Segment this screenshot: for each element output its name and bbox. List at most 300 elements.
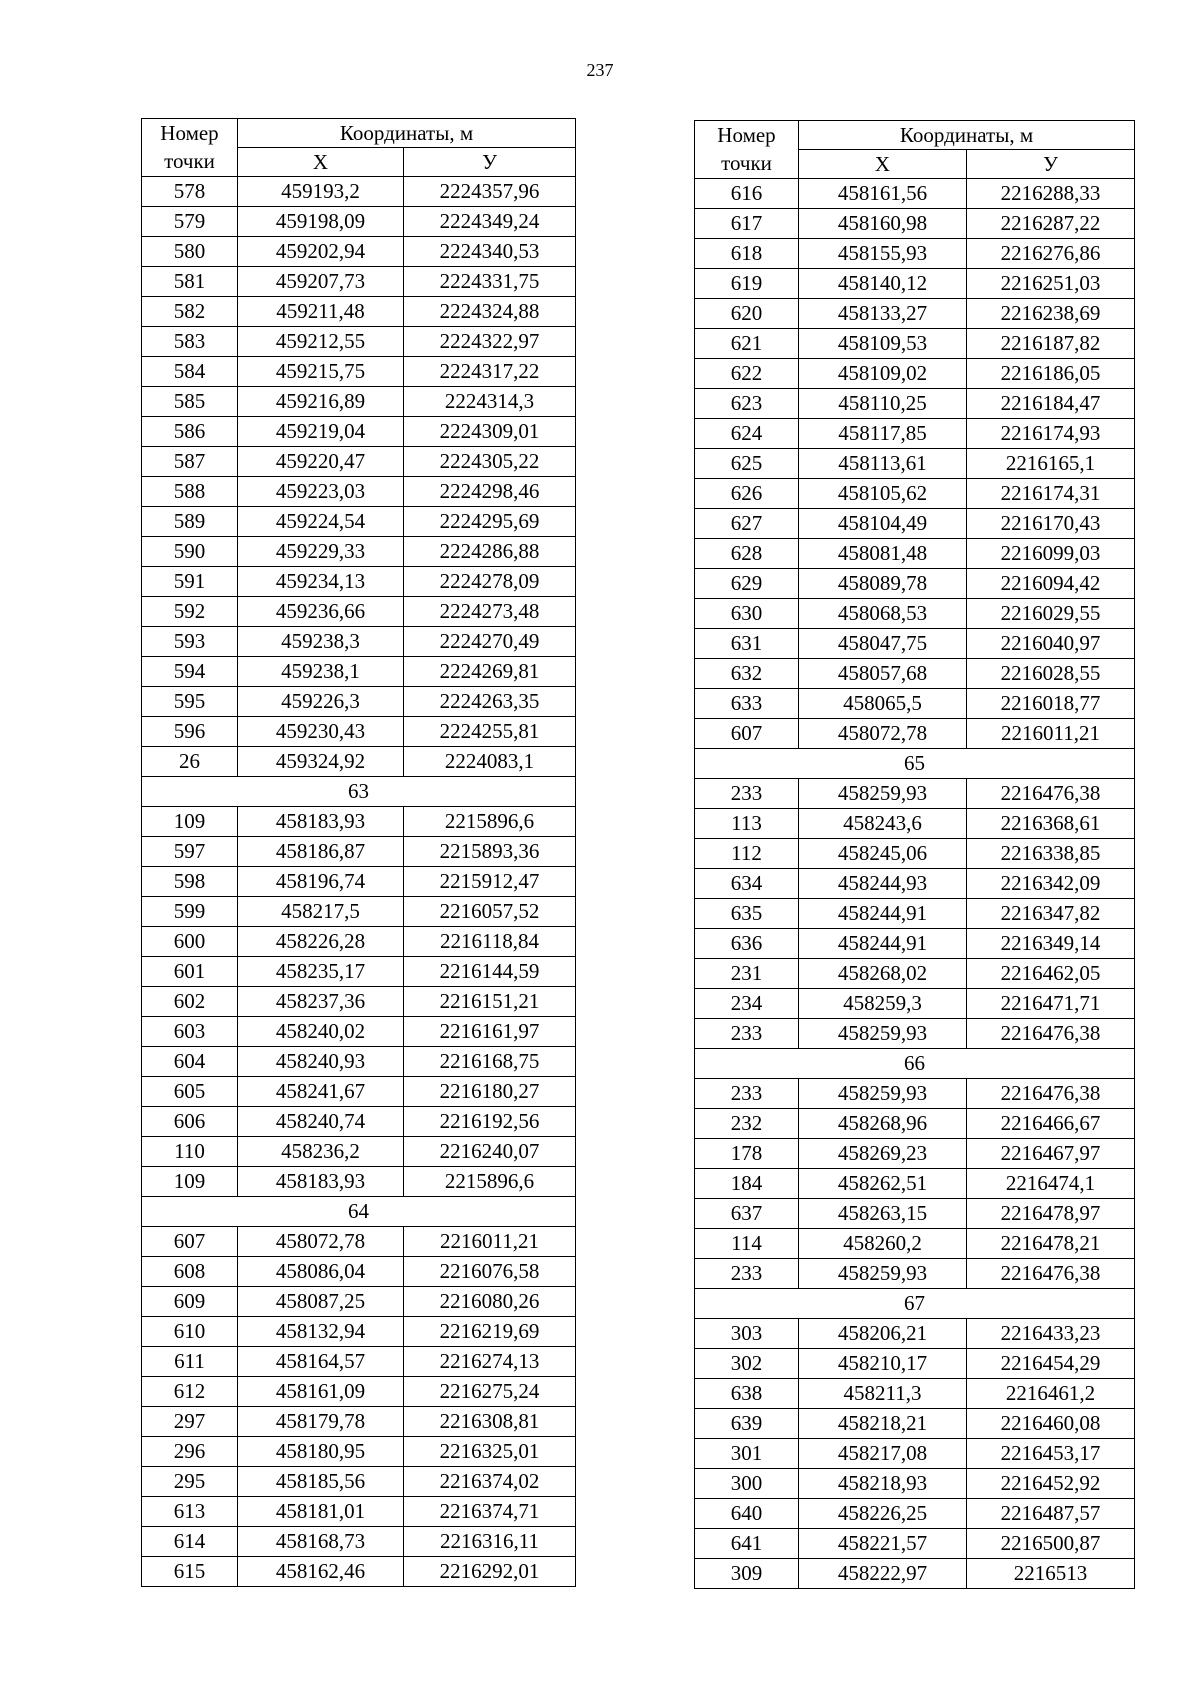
table-row <box>142 897 576 927</box>
table-row <box>142 717 576 747</box>
y-coordinate-cell: 2216151,21 <box>404 987 576 1017</box>
y-coordinate-cell: 2224349,24 <box>404 207 576 237</box>
point-number-cell: 631 <box>695 629 799 659</box>
y-coordinate-cell: 2216487,57 <box>967 1499 1135 1529</box>
table-row <box>142 387 576 417</box>
y-coordinate-cell: 2216144,59 <box>404 957 576 987</box>
y-coordinate-cell: 2216476,38 <box>967 779 1135 809</box>
y-coordinate-cell: 2216453,17 <box>967 1439 1135 1469</box>
y-coordinate-cell: 2216018,77 <box>967 689 1135 719</box>
y-coordinate-cell: 2215893,36 <box>404 837 576 867</box>
table-row <box>695 1229 1135 1259</box>
table-row <box>142 1077 576 1107</box>
y-coordinate-cell: 2216338,85 <box>967 839 1135 869</box>
point-number-cell: 640 <box>695 1499 799 1529</box>
point-number-cell: 622 <box>695 359 799 389</box>
point-number-cell: 603 <box>142 1017 238 1047</box>
x-coordinate-cell: 458081,48 <box>799 539 967 569</box>
x-coordinate-cell: 458259,3 <box>799 989 967 1019</box>
table-row <box>695 539 1135 569</box>
point-number-cell: 635 <box>695 899 799 929</box>
x-coordinate-cell: 458140,12 <box>799 269 967 299</box>
point-number-cell: 231 <box>695 959 799 989</box>
table-row <box>695 1559 1135 1589</box>
y-coordinate-cell: 2216349,14 <box>967 929 1135 959</box>
x-coordinate-cell: 458068,53 <box>799 599 967 629</box>
y-coordinate-cell: 2216240,07 <box>404 1137 576 1167</box>
point-number-cell: 296 <box>142 1437 238 1467</box>
point-number-cell: 113 <box>695 809 799 839</box>
x-coordinate-cell: 458196,74 <box>238 867 404 897</box>
y-coordinate-cell: 2216238,69 <box>967 299 1135 329</box>
x-coordinate-cell: 459226,3 <box>238 687 404 717</box>
point-number-cell: 627 <box>695 509 799 539</box>
point-number-cell: 605 <box>142 1077 238 1107</box>
group-number: 66 <box>695 1049 1135 1079</box>
header-point-number-line1: Номер <box>142 119 238 148</box>
x-coordinate-cell: 458245,06 <box>799 839 967 869</box>
y-coordinate-cell: 2216099,03 <box>967 539 1135 569</box>
x-coordinate-cell: 458268,96 <box>799 1109 967 1139</box>
y-coordinate-cell: 2216325,01 <box>404 1437 576 1467</box>
table-row <box>142 567 576 597</box>
point-number-cell: 295 <box>142 1467 238 1497</box>
y-coordinate-cell: 2216274,13 <box>404 1347 576 1377</box>
x-coordinate-cell: 458240,02 <box>238 1017 404 1047</box>
header-x: X <box>799 150 967 179</box>
table-row <box>142 1407 576 1437</box>
x-coordinate-cell: 458222,97 <box>799 1559 967 1589</box>
point-number-cell: 614 <box>142 1527 238 1557</box>
x-coordinate-cell: 458161,56 <box>799 179 967 209</box>
y-coordinate-cell: 2216276,86 <box>967 239 1135 269</box>
table-row <box>695 569 1135 599</box>
table-row <box>695 299 1135 329</box>
table-row <box>142 417 576 447</box>
header-y: У <box>967 150 1135 179</box>
y-coordinate-cell: 2216433,23 <box>967 1319 1135 1349</box>
x-coordinate-cell: 459193,2 <box>238 177 404 207</box>
table-row <box>142 1377 576 1407</box>
point-number-cell: 234 <box>695 989 799 1019</box>
y-coordinate-cell: 2216161,97 <box>404 1017 576 1047</box>
point-number-cell: 629 <box>695 569 799 599</box>
x-coordinate-cell: 458110,25 <box>799 389 967 419</box>
x-coordinate-cell: 458160,98 <box>799 209 967 239</box>
y-coordinate-cell: 2216347,82 <box>967 899 1135 929</box>
y-coordinate-cell: 2216080,26 <box>404 1287 576 1317</box>
y-coordinate-cell: 2216478,21 <box>967 1229 1135 1259</box>
table-row <box>142 1437 576 1467</box>
group-number: 67 <box>695 1289 1135 1319</box>
x-coordinate-cell: 458211,3 <box>799 1379 967 1409</box>
point-number-cell: 607 <box>695 719 799 749</box>
y-coordinate-cell: 2216342,09 <box>967 869 1135 899</box>
table-row <box>142 477 576 507</box>
table-row <box>142 1527 576 1557</box>
point-number-cell: 607 <box>142 1227 238 1257</box>
table-row <box>695 1379 1135 1409</box>
header-x: X <box>238 148 404 177</box>
table-row <box>695 1259 1135 1289</box>
y-coordinate-cell: 2216316,11 <box>404 1527 576 1557</box>
y-coordinate-cell: 2216513 <box>967 1559 1135 1589</box>
x-coordinate-cell: 458086,04 <box>238 1257 404 1287</box>
point-number-cell: 594 <box>142 657 238 687</box>
point-number-cell: 593 <box>142 627 238 657</box>
header-y: У <box>404 148 576 177</box>
x-coordinate-cell: 459238,1 <box>238 657 404 687</box>
point-number-cell: 233 <box>695 1079 799 1109</box>
table-row <box>695 1409 1135 1439</box>
header-point-number-line1: Номер <box>695 121 799 150</box>
table-row <box>142 837 576 867</box>
point-number-cell: 611 <box>142 1347 238 1377</box>
y-coordinate-cell: 2216478,97 <box>967 1199 1135 1229</box>
x-coordinate-cell: 458218,93 <box>799 1469 967 1499</box>
y-coordinate-cell: 2216118,84 <box>404 927 576 957</box>
point-number-cell: 634 <box>695 869 799 899</box>
y-coordinate-cell: 2224083,1 <box>404 747 576 777</box>
point-number-cell: 589 <box>142 507 238 537</box>
x-coordinate-cell: 459202,94 <box>238 237 404 267</box>
y-coordinate-cell: 2216467,97 <box>967 1139 1135 1169</box>
point-number-cell: 586 <box>142 417 238 447</box>
table-row <box>142 927 576 957</box>
x-coordinate-cell: 458065,5 <box>799 689 967 719</box>
point-number-cell: 584 <box>142 357 238 387</box>
table-row <box>142 357 576 387</box>
x-coordinate-cell: 458237,36 <box>238 987 404 1017</box>
table-row <box>695 599 1135 629</box>
y-coordinate-cell: 2216251,03 <box>967 269 1135 299</box>
y-coordinate-cell: 2216452,92 <box>967 1469 1135 1499</box>
point-number-cell: 109 <box>142 1167 238 1197</box>
table-row <box>142 1557 576 1587</box>
table-row <box>695 1469 1135 1499</box>
point-number-cell: 583 <box>142 327 238 357</box>
y-coordinate-cell: 2224278,09 <box>404 567 576 597</box>
y-coordinate-cell: 2216460,08 <box>967 1409 1135 1439</box>
x-coordinate-cell: 458181,01 <box>238 1497 404 1527</box>
group-number: 63 <box>142 777 576 807</box>
point-number-cell: 630 <box>695 599 799 629</box>
table-row <box>695 179 1135 209</box>
x-coordinate-cell: 459236,66 <box>238 597 404 627</box>
point-number-cell: 617 <box>695 209 799 239</box>
table-row <box>142 807 576 837</box>
x-coordinate-cell: 458263,15 <box>799 1199 967 1229</box>
point-number-cell: 596 <box>142 717 238 747</box>
point-number-cell: 637 <box>695 1199 799 1229</box>
table-row <box>695 689 1135 719</box>
table-row <box>695 959 1135 989</box>
x-coordinate-cell: 458180,95 <box>238 1437 404 1467</box>
y-coordinate-cell: 2216011,21 <box>404 1227 576 1257</box>
x-coordinate-cell: 458221,57 <box>799 1529 967 1559</box>
point-number-cell: 233 <box>695 779 799 809</box>
y-coordinate-cell: 2224295,69 <box>404 507 576 537</box>
point-number-cell: 114 <box>695 1229 799 1259</box>
y-coordinate-cell: 2224324,88 <box>404 297 576 327</box>
x-coordinate-cell: 459230,43 <box>238 717 404 747</box>
point-number-cell: 587 <box>142 447 238 477</box>
x-coordinate-cell: 458259,93 <box>799 1019 967 1049</box>
point-number-cell: 595 <box>142 687 238 717</box>
x-coordinate-cell: 458218,21 <box>799 1409 967 1439</box>
header-coordinates: Координаты, м <box>238 119 576 148</box>
x-coordinate-cell: 458161,09 <box>238 1377 404 1407</box>
point-number-cell: 626 <box>695 479 799 509</box>
table-row <box>695 269 1135 299</box>
x-coordinate-cell: 458113,61 <box>799 449 967 479</box>
y-coordinate-cell: 2216461,2 <box>967 1379 1135 1409</box>
table-row <box>695 1499 1135 1529</box>
x-coordinate-cell: 458164,57 <box>238 1347 404 1377</box>
y-coordinate-cell: 2216187,82 <box>967 329 1135 359</box>
table-row <box>142 507 576 537</box>
point-number-cell: 601 <box>142 957 238 987</box>
y-coordinate-cell: 2215896,6 <box>404 1167 576 1197</box>
x-coordinate-cell: 459216,89 <box>238 387 404 417</box>
y-coordinate-cell: 2216476,38 <box>967 1259 1135 1289</box>
y-coordinate-cell: 2216184,47 <box>967 389 1135 419</box>
y-coordinate-cell: 2216471,71 <box>967 989 1135 1019</box>
table-row <box>142 867 576 897</box>
point-number-cell: 597 <box>142 837 238 867</box>
y-coordinate-cell: 2216454,29 <box>967 1349 1135 1379</box>
y-coordinate-cell: 2224309,01 <box>404 417 576 447</box>
y-coordinate-cell: 2216192,56 <box>404 1107 576 1137</box>
x-coordinate-cell: 458089,78 <box>799 569 967 599</box>
x-coordinate-cell: 458226,28 <box>238 927 404 957</box>
table-row <box>695 659 1135 689</box>
y-coordinate-cell: 2216275,24 <box>404 1377 576 1407</box>
table-row <box>695 1319 1135 1349</box>
x-coordinate-cell: 458057,68 <box>799 659 967 689</box>
point-number-cell: 599 <box>142 897 238 927</box>
y-coordinate-cell: 2224286,88 <box>404 537 576 567</box>
table-row <box>142 987 576 1017</box>
y-coordinate-cell: 2216474,1 <box>967 1169 1135 1199</box>
x-coordinate-cell: 459215,75 <box>238 357 404 387</box>
point-number-cell: 582 <box>142 297 238 327</box>
table-row <box>695 719 1135 749</box>
table-row <box>142 1497 576 1527</box>
table-row <box>142 687 576 717</box>
point-number-cell: 300 <box>695 1469 799 1499</box>
header-point-number-line2: точки <box>142 148 238 177</box>
point-number-cell: 598 <box>142 867 238 897</box>
point-number-cell: 112 <box>695 839 799 869</box>
point-number-cell: 610 <box>142 1317 238 1347</box>
x-coordinate-cell: 458217,5 <box>238 897 404 927</box>
y-coordinate-cell: 2224340,53 <box>404 237 576 267</box>
point-number-cell: 623 <box>695 389 799 419</box>
y-coordinate-cell: 2216287,22 <box>967 209 1135 239</box>
y-coordinate-cell: 2216170,43 <box>967 509 1135 539</box>
point-number-cell: 581 <box>142 267 238 297</box>
table-row <box>695 1349 1135 1379</box>
group-row <box>695 749 1135 779</box>
table-row <box>695 1439 1135 1469</box>
header-coordinates: Координаты, м <box>799 121 1135 150</box>
x-coordinate-cell: 459238,3 <box>238 627 404 657</box>
x-coordinate-cell: 458179,78 <box>238 1407 404 1437</box>
y-coordinate-cell: 2216476,38 <box>967 1019 1135 1049</box>
x-coordinate-cell: 458259,93 <box>799 779 967 809</box>
table-row <box>142 447 576 477</box>
point-number-cell: 580 <box>142 237 238 267</box>
x-coordinate-cell: 458259,93 <box>799 1079 967 1109</box>
point-number-cell: 110 <box>142 1137 238 1167</box>
x-coordinate-cell: 458260,2 <box>799 1229 967 1259</box>
y-coordinate-cell: 2216174,31 <box>967 479 1135 509</box>
table-row <box>695 1139 1135 1169</box>
x-coordinate-cell: 458072,78 <box>238 1227 404 1257</box>
x-coordinate-cell: 459223,03 <box>238 477 404 507</box>
y-coordinate-cell: 2216219,69 <box>404 1317 576 1347</box>
header-point-number-line2: точки <box>695 150 799 179</box>
point-number-cell: 638 <box>695 1379 799 1409</box>
table-row <box>695 209 1135 239</box>
table-row <box>142 537 576 567</box>
point-number-cell: 606 <box>142 1107 238 1137</box>
point-number-cell: 619 <box>695 269 799 299</box>
table-row <box>695 929 1135 959</box>
y-coordinate-cell: 2216040,97 <box>967 629 1135 659</box>
x-coordinate-cell: 458087,25 <box>238 1287 404 1317</box>
y-coordinate-cell: 2216476,38 <box>967 1079 1135 1109</box>
point-number-cell: 618 <box>695 239 799 269</box>
point-number-cell: 608 <box>142 1257 238 1287</box>
y-coordinate-cell: 2216168,75 <box>404 1047 576 1077</box>
table-row <box>142 177 576 207</box>
x-coordinate-cell: 458047,75 <box>799 629 967 659</box>
y-coordinate-cell: 2216500,87 <box>967 1529 1135 1559</box>
x-coordinate-cell: 458072,78 <box>799 719 967 749</box>
table-row <box>695 629 1135 659</box>
y-coordinate-cell: 2216165,1 <box>967 449 1135 479</box>
x-coordinate-cell: 458235,17 <box>238 957 404 987</box>
x-coordinate-cell: 458185,56 <box>238 1467 404 1497</box>
x-coordinate-cell: 458109,53 <box>799 329 967 359</box>
table-row <box>142 267 576 297</box>
x-coordinate-cell: 458244,91 <box>799 899 967 929</box>
y-coordinate-cell: 2224255,81 <box>404 717 576 747</box>
x-coordinate-cell: 458226,25 <box>799 1499 967 1529</box>
y-coordinate-cell: 2216076,58 <box>404 1257 576 1287</box>
group-number: 65 <box>695 749 1135 779</box>
table-row <box>142 627 576 657</box>
table-row <box>142 207 576 237</box>
x-coordinate-cell: 458105,62 <box>799 479 967 509</box>
x-coordinate-cell: 458259,93 <box>799 1259 967 1289</box>
table-row <box>142 1017 576 1047</box>
table-row <box>695 1529 1135 1559</box>
table-row <box>695 509 1135 539</box>
point-number-cell: 613 <box>142 1497 238 1527</box>
table-row <box>142 1227 576 1257</box>
x-coordinate-cell: 458183,93 <box>238 1167 404 1197</box>
table-row <box>142 1257 576 1287</box>
table-row <box>142 1317 576 1347</box>
point-number-cell: 233 <box>695 1019 799 1049</box>
table-row <box>695 359 1135 389</box>
table-row <box>142 1167 576 1197</box>
point-number-cell: 579 <box>142 207 238 237</box>
x-coordinate-cell: 458262,51 <box>799 1169 967 1199</box>
table-row <box>695 869 1135 899</box>
y-coordinate-cell: 2215912,47 <box>404 867 576 897</box>
y-coordinate-cell: 2216180,27 <box>404 1077 576 1107</box>
y-coordinate-cell: 2224298,46 <box>404 477 576 507</box>
table-row <box>695 389 1135 419</box>
point-number-cell: 309 <box>695 1559 799 1589</box>
table-row <box>142 747 576 777</box>
point-number-cell: 604 <box>142 1047 238 1077</box>
group-row <box>695 1289 1135 1319</box>
point-number-cell: 301 <box>695 1439 799 1469</box>
table-row <box>695 1019 1135 1049</box>
x-coordinate-cell: 458244,91 <box>799 929 967 959</box>
point-number-cell: 625 <box>695 449 799 479</box>
point-number-cell: 621 <box>695 329 799 359</box>
x-coordinate-cell: 459224,54 <box>238 507 404 537</box>
table-row <box>695 239 1135 269</box>
x-coordinate-cell: 458243,6 <box>799 809 967 839</box>
table-row <box>142 1137 576 1167</box>
point-number-cell: 633 <box>695 689 799 719</box>
x-coordinate-cell: 458186,87 <box>238 837 404 867</box>
table-row <box>142 237 576 267</box>
table-row <box>142 1107 576 1137</box>
y-coordinate-cell: 2216011,21 <box>967 719 1135 749</box>
point-number-cell: 620 <box>695 299 799 329</box>
x-coordinate-cell: 459219,04 <box>238 417 404 447</box>
x-coordinate-cell: 458210,17 <box>799 1349 967 1379</box>
y-coordinate-cell: 2224305,22 <box>404 447 576 477</box>
x-coordinate-cell: 458183,93 <box>238 807 404 837</box>
point-number-cell: 612 <box>142 1377 238 1407</box>
table-row <box>695 1169 1135 1199</box>
coordinates-table-left <box>141 118 576 1587</box>
y-coordinate-cell: 2224357,96 <box>404 177 576 207</box>
group-number: 64 <box>142 1197 576 1227</box>
y-coordinate-cell: 2215896,6 <box>404 807 576 837</box>
x-coordinate-cell: 458155,93 <box>799 239 967 269</box>
y-coordinate-cell: 2216374,02 <box>404 1467 576 1497</box>
point-number-cell: 632 <box>695 659 799 689</box>
table-row <box>695 779 1135 809</box>
y-coordinate-cell: 2224270,49 <box>404 627 576 657</box>
x-coordinate-cell: 459207,73 <box>238 267 404 297</box>
table-row <box>695 1199 1135 1229</box>
y-coordinate-cell: 2216094,42 <box>967 569 1135 599</box>
table-row <box>142 1287 576 1317</box>
point-number-cell: 303 <box>695 1319 799 1349</box>
x-coordinate-cell: 459324,92 <box>238 747 404 777</box>
y-coordinate-cell: 2216174,93 <box>967 419 1135 449</box>
y-coordinate-cell: 2216374,71 <box>404 1497 576 1527</box>
y-coordinate-cell: 2224269,81 <box>404 657 576 687</box>
group-row <box>142 1197 576 1227</box>
x-coordinate-cell: 458236,2 <box>238 1137 404 1167</box>
point-number-cell: 591 <box>142 567 238 597</box>
x-coordinate-cell: 459220,47 <box>238 447 404 477</box>
point-number-cell: 297 <box>142 1407 238 1437</box>
table-row <box>695 989 1135 1019</box>
